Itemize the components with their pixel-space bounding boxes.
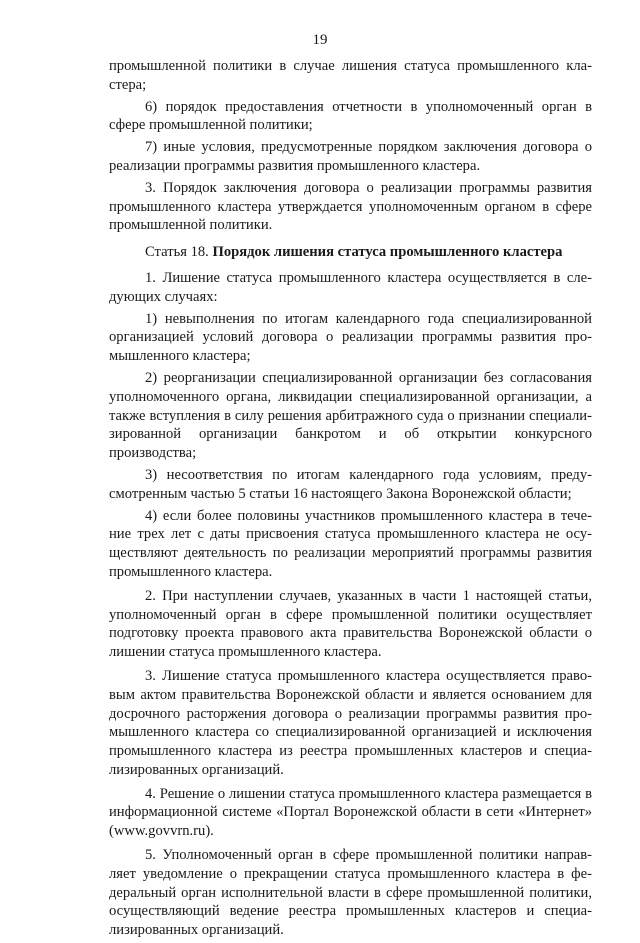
article-part-1-item-3: 3) несоответствия по итогам календарного года условиям, предусмотренным частью 5 статьи 16 настоящего Закона Воронежской области; [109,466,592,502]
paragraph-continuation: промышленной политики в случае лишения статуса промышленного кластера; [109,58,592,93]
article-part-1-item-2: 2) реорганизации специализированной организации без согласования уполномоченного органа, ликвидации специализированной организации, а также вступления в силу решения арбитражного суда о признании специализированной организации банкротом и об открытии конкурсного производства; [109,369,592,462]
paragraph-item-6: 6) порядок предоставления отчетности в уполномоченный орган в сфере промышленной политики; [109,98,592,134]
page-number: 19 [312,32,328,48]
article-part-5: 5. Уполномоченный орган в сфере промышленной политики направляет уведомление о прекращении статуса промышленного кластера в федеральный орган исполнительной власти в сфере промышленной политики, осуществляющий ведение реестра промышленных кластеров и специализированных организаций. [109,847,592,939]
article-heading [109,243,592,262]
article-part-1: 1. Лишение статуса промышленного кластера осуществляется в следующих случаях: [109,269,592,305]
article-number: Статья 18. [145,244,213,261]
article-part-2: 2. При наступлении случаев, указанных в части 1 настоящей статьи, уполномоченный орган в сфере промышленной политики осуществляет подготовку проекта правового акта правительства Воронежской области о лишении статуса промышленного кластера. [109,587,592,661]
article-part-1-item-1: 1) невыполнения по итогам календарного года специализированной организацией условий договора о реализации программы развития промышленного кластера; [109,310,592,365]
article-part-4: 4. Решение о лишении статуса промышленного кластера размещается в информационной системе «Портал Воронежской области в сети «Интернет» (www.govvrn.ru). [109,785,592,840]
article-title: Порядок лишения статуса промышленного кластера [212,244,563,261]
document-body [109,57,592,943]
paragraph-part-3: 3. Порядок заключения договора о реализации программы развития промышленного кластера утверждается уполномоченным органом в сфере промышленной политики. [109,179,592,234]
article-part-3: 3. Лишение статуса промышленного кластера осуществляется правовым актом правительства Воронежской области и является основанием для досрочного расторжения договора о реализации программы развития промышленного кластера со специализированной организацией и исключения промышленного кластера из реестра промышленных кластеров и специализированных организаций. [109,667,592,778]
paragraph-item-7: 7) иные условия, предусмотренные порядком заключения договора о реализации программы развития промышленного кластера. [109,139,592,174]
article-part-1-item-4: 4) если более половины участников промышленного кластера в течение трех лет с даты присвоения статуса промышленного кластера не осуществляют деятельность по реализации мероприятий программы развития промышленного кластера. [109,507,592,580]
